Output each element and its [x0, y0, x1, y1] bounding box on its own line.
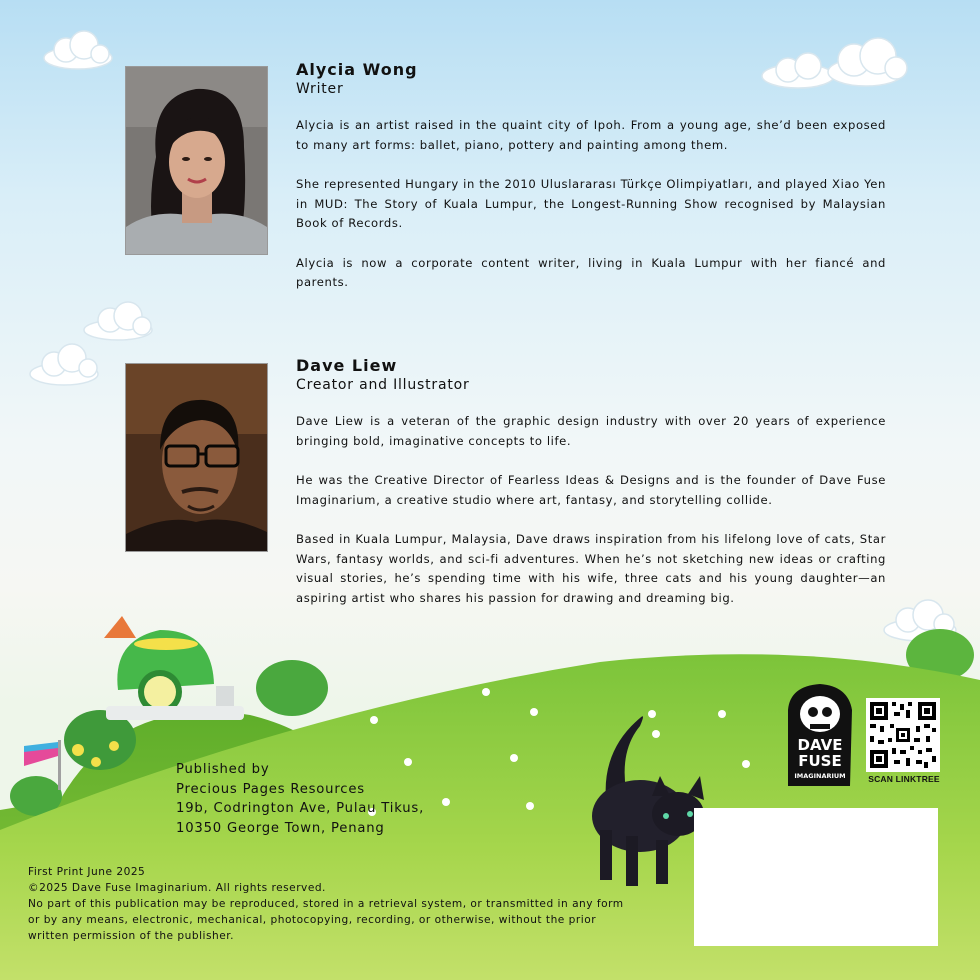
author-role: Writer: [296, 81, 344, 97]
qr-caption: SCAN LINKTREE: [868, 774, 940, 784]
bio-paragraph: Based in Kuala Lumpur, Malaysia, Dave draws inspiration from his lifelong love of cats, Star Wars, fantasy worlds, and sci-fi adventures. When he’s not sketching new ideas or crafting visual stories, he’s spending time with his wife, three cats and his young daughter—an aspiring artist who shares his passion for drawing and dreaming big.: [296, 532, 886, 605]
legal-line: No part of this publication may be reproduced, stored in a retrieval system, or transmitted in any form: [28, 898, 624, 910]
copyright-notice: [28, 864, 688, 944]
author-photo-dave: [125, 363, 268, 552]
bio-paragraph: She represented Hungary in the 2010 Uluslararası Türkçe Olimpiyatları, and played Xiao Yen in MUD: The Story of Kuala Lumpur, the Longest-Running Show recognised by Malaysian Book of Records.: [296, 177, 886, 230]
bio-paragraph: Alycia is now a corporate content writer, living in Kuala Lumpur with her fiancé and parents.: [296, 255, 886, 289]
bio-paragraph: He was the Creative Director of Fearless Ideas & Designs and is the founder of Dave Fuse Imaginarium, a creative studio where art, fantasy, and storytelling collide.: [296, 473, 886, 507]
logo-text-1: DAVE: [797, 736, 843, 754]
legal-line: ©2025 Dave Fuse Imaginarium. All rights reserved.: [28, 882, 326, 894]
portrait-man-icon: [126, 364, 267, 551]
dave-fuse-logo: [780, 680, 858, 788]
publisher-line: Published by: [176, 762, 270, 777]
author-name: Dave Liew: [296, 356, 398, 375]
barcode-box: [694, 808, 938, 946]
publisher-info: [176, 760, 424, 838]
bio-paragraph: Alycia is an artist raised in the quaint city of Ipoh. From a young age, she’d been exposed to many art forms: ballet, piano, pottery and painting among them.: [296, 118, 886, 152]
legal-line: written permission of the publisher.: [28, 930, 234, 942]
portrait-woman-icon: [126, 67, 267, 254]
author-photo-alycia: [125, 66, 268, 255]
legal-line: First Print June 2025: [28, 866, 146, 878]
author-bio-dave: [296, 356, 886, 628]
logo-text-2: FUSE: [798, 752, 842, 770]
logo-text-3: IMAGINARIUM: [794, 772, 846, 780]
qr-code[interactable]: [866, 698, 940, 772]
publisher-line: 10350 George Town, Penang: [176, 820, 385, 836]
legal-line: or by any means, electronic, mechanical, photocopying, recording, or otherwise, without the prior: [28, 914, 597, 926]
publisher-line: 19b, Codrington Ave, Pulau Tikus,: [176, 801, 425, 816]
author-bio-alycia: [296, 60, 886, 313]
author-name: Alycia Wong: [296, 60, 418, 79]
qr-code-icon: [866, 698, 940, 772]
cloud-top-left: [40, 28, 116, 72]
publisher-line: Precious Pages Resources: [176, 781, 365, 797]
bio-paragraph: Dave Liew is a veteran of the graphic design industry with over 20 years of experience bringing bold, imaginative concepts to life.: [296, 414, 886, 448]
author-role: Creator and Illustrator: [296, 377, 470, 393]
teapot-house-icon: [104, 616, 244, 720]
